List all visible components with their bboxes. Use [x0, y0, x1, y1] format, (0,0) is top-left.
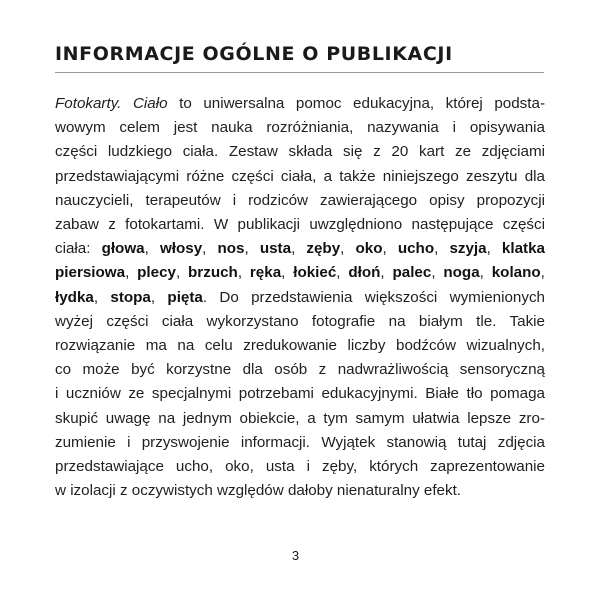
text-line [55, 213, 545, 237]
text-run: przedstawiającymi różne części ciała, a także niniejszego zeszytu dla [55, 167, 545, 185]
body-part-term: głowa [101, 240, 145, 258]
text-line [55, 189, 545, 213]
text-line [55, 261, 545, 285]
text-run: w izolacji z oczywistych względów dałoby nienaturalny efekt. [55, 482, 462, 500]
text-line [55, 431, 545, 455]
text-line [55, 165, 545, 189]
text-run: , [291, 240, 307, 258]
text-run: , [244, 240, 260, 258]
publication-title: Fotokarty. Ciało [55, 95, 168, 112]
body-part-term: klatka [501, 240, 545, 258]
text-run: , [382, 240, 398, 258]
text-line [55, 382, 545, 406]
body-part-term: szyja [449, 240, 487, 258]
body-part-term: palec [392, 264, 432, 282]
body-part-term: plecy [137, 264, 176, 282]
text-run: to uniwersalna pomoc edukacyjna, której podsta- [167, 95, 545, 112]
text-line [55, 92, 545, 116]
text-line [55, 286, 545, 310]
text-run: , [486, 240, 502, 258]
text-run: , [281, 264, 294, 282]
text-run: zumienie i przyswojenie informacji. Wyjątek stanowią tutaj zdjęcia [55, 433, 545, 451]
text-run: , [479, 264, 492, 282]
body-part-term: zęby [306, 240, 341, 258]
text-run: , [144, 240, 160, 258]
text-run: , [540, 264, 545, 282]
body-part-term: ręka [249, 264, 282, 282]
text-run: skupić uwagę na jednym obiekcie, a tym samym ułatwia lepsze zro- [55, 409, 545, 427]
body-part-term: pięta [167, 288, 203, 306]
text-line [55, 334, 545, 358]
body-part-term: dłoń [348, 264, 381, 282]
body-part-term: stopa [110, 288, 151, 306]
text-run: co może być korzystne dla osób z nadwrażliwością sensoryczną [55, 361, 545, 379]
text-line [55, 140, 545, 164]
page-number: 3 [291, 548, 300, 563]
text-run: , [175, 264, 189, 282]
body-part-term: kolano [491, 264, 541, 282]
text-run: i uczniów ze specjalnymi potrzebami edukacyjnymi. Białe tło pomaga [55, 385, 545, 403]
text-line [55, 116, 545, 140]
body-part-term: brzuch [188, 264, 238, 282]
text-line [55, 358, 545, 382]
body-part-term: noga [443, 264, 480, 282]
text-line [55, 407, 545, 431]
body-part-term: łydka [55, 288, 94, 306]
text-run: , [237, 264, 250, 282]
text-run: . Do przedstawienia większości wymienionych [202, 288, 545, 306]
body-part-term: nos [217, 240, 245, 258]
text-line [55, 479, 545, 503]
text-run: części ludzkiego ciała. Zestaw składa się z 20 kart ze zdjęciami [55, 143, 545, 161]
body-part-term: ucho [397, 240, 435, 258]
body-part-term: oko [355, 240, 383, 258]
text-run: , [431, 264, 444, 282]
text-run: zabaw z fotokartami. W publikacji uwzględniono następujące części [55, 216, 545, 234]
text-run: , [93, 288, 111, 306]
text-run: nauczycieli, terapeutów i rodziców zawierającego opisy propozycji [55, 191, 545, 209]
text-run: , [336, 264, 349, 282]
section-heading: INFORMACJE OGÓLNE O PUBLIKACJI [55, 43, 453, 65]
heading-underline [55, 72, 544, 73]
text-run: ciała: [55, 240, 102, 258]
text-run: , [150, 288, 168, 306]
text-run: rozwiązanie ma na celu zredukowanie liczby bodźców wizualnych, [55, 337, 545, 355]
body-paragraph [55, 92, 545, 503]
body-part-term: piersiowa [55, 264, 126, 282]
text-run: wyżej części ciała wykorzystano fotografie na białym tle. Takie [55, 312, 545, 330]
text-line [55, 310, 545, 334]
text-run: , [125, 264, 138, 282]
body-part-term: usta [259, 240, 292, 258]
text-run: , [340, 240, 356, 258]
text-run: , [202, 240, 218, 258]
text-run: , [380, 264, 393, 282]
body-part-term: łokieć [293, 264, 337, 282]
text-run: przedstawiające ucho, oko, usta i zęby, których zaprezentowanie [55, 458, 545, 476]
text-line [55, 455, 545, 479]
body-part-term: włosy [159, 240, 203, 258]
text-run: wowym celem jest nauka rozróżniania, nazywania i opisywania [55, 119, 545, 137]
text-run: , [434, 240, 450, 258]
text-line [55, 237, 545, 261]
